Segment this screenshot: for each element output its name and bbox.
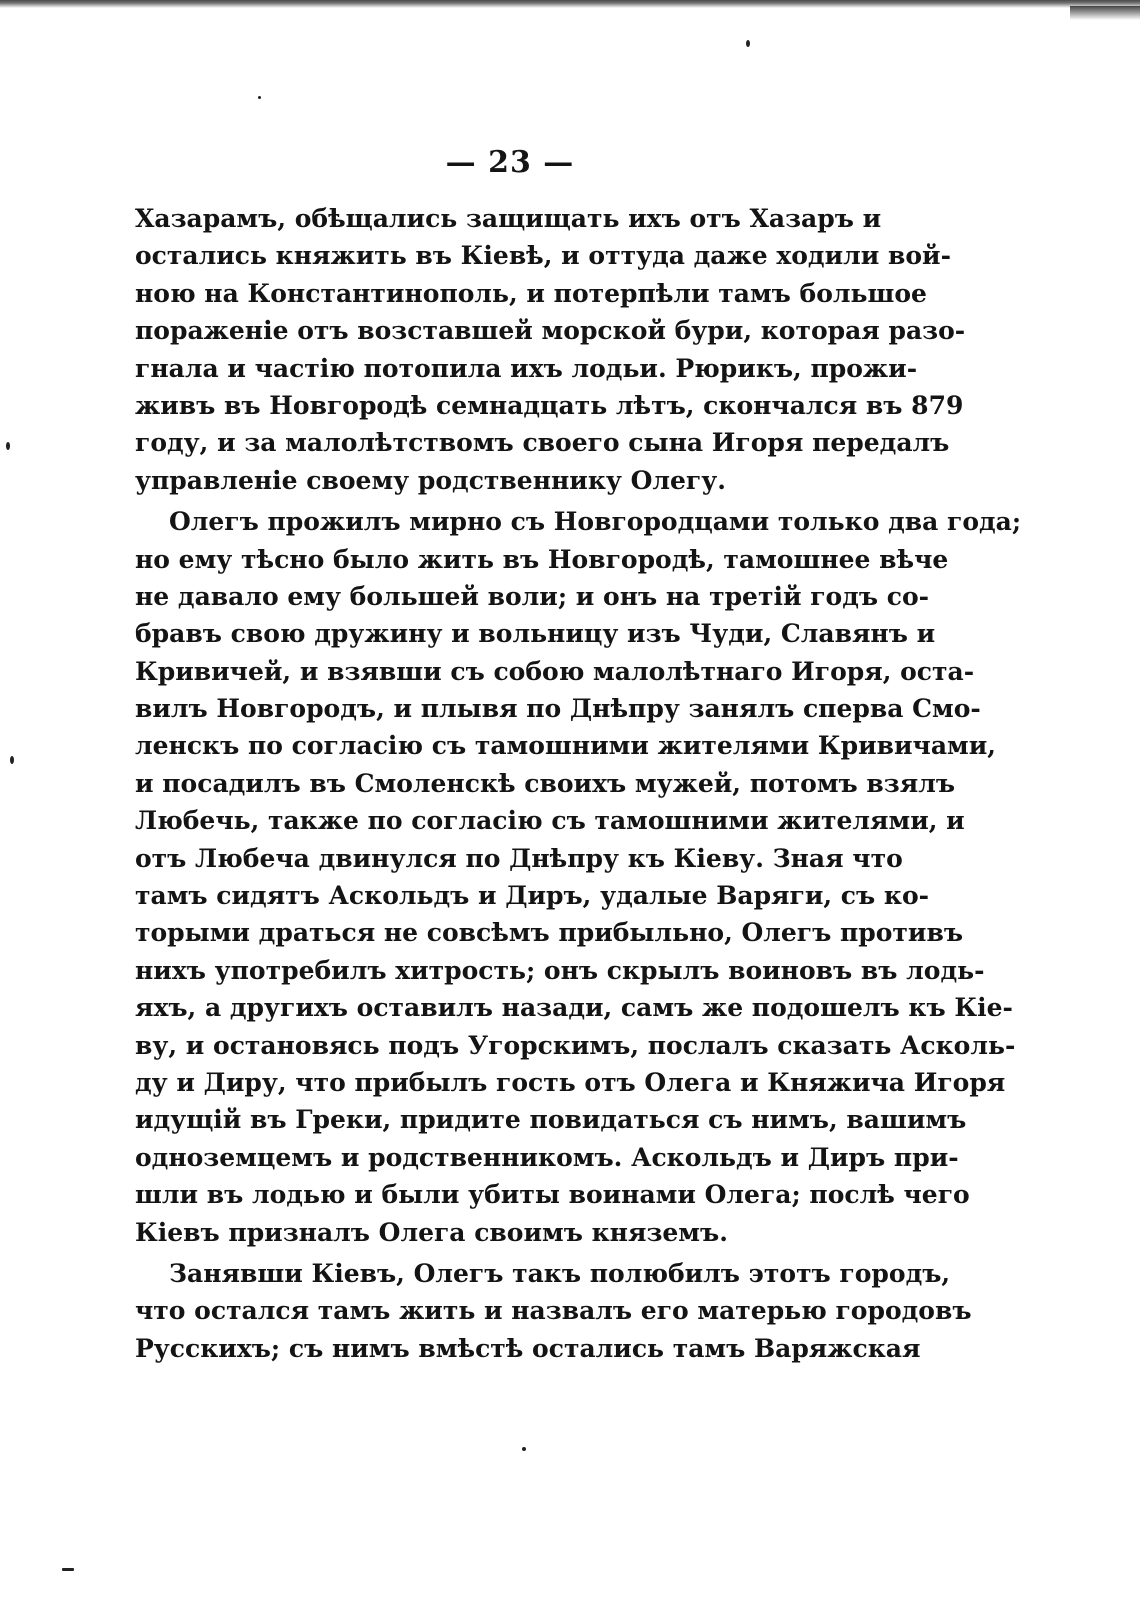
text-line: Кіевъ призналъ Олега своимъ княземъ. [135,1217,728,1247]
text-line: не давало ему большей воли; и онъ на третій годъ со- [135,581,930,611]
text-line: но ему тѣсно было жить въ Новгородѣ, тамошнее вѣче [135,544,949,574]
text-line: яхъ, а другихъ оставилъ назади, самъ же подошелъ къ Кіе- [135,993,1013,1023]
paragraph [135,503,1022,1251]
page-number: — 23 — [445,145,575,180]
scan-speck [6,442,10,450]
scan-speck [746,40,750,47]
scan-speck [10,756,14,764]
text-line: управленіе своему родственнику Олегу. [135,465,726,495]
text-line: что остался тамъ жить и назвалъ его матерью городовъ [135,1296,972,1326]
text-line: гнала и частію потопила ихъ лодьи. Рюрикъ, прожи- [135,353,918,383]
text-line: ною на Константинополь, и потерпѣли тамъ большое [135,278,927,308]
text-line: остались княжить въ Кіевѣ, и оттуда даже ходили вой- [135,241,951,271]
text-line: ленскъ по согласію съ тамошними жителями Кривичами, [135,731,996,761]
text-line: ду и Диру, что прибылъ гость отъ Олега и Княжича Игоря [135,1067,1006,1097]
body-text [135,200,1022,1367]
paragraph [135,1255,972,1367]
text-line: нихъ употребилъ хитрость; онъ скрылъ воиновъ въ лодь- [135,955,985,985]
text-line: вилъ Новгородъ, и плывя по Днѣпру занялъ сперва Смо- [135,694,981,724]
text-line: и посадилъ въ Смоленскѣ своихъ мужей, потомъ взялъ [135,768,956,798]
text-line: торыми драться не совсѣмъ прибыльно, Олегъ противъ [135,918,964,948]
text-line: Занявши Кіевъ, Олегъ такъ полюбилъ этотъ городъ, [169,1258,951,1288]
scan-speck [62,1568,74,1571]
text-line: Олегъ прожилъ мирно съ Новгородцами только два года; [169,507,1022,537]
text-line: однoземцемъ и родственникомъ. Аскольдъ и Диръ при- [135,1142,959,1172]
scan-corner-artifact [1070,6,1140,20]
scan-edge-artifact [0,0,1140,8]
text-line: Кривичей, и взявши съ собою малолѣтнаго Игоря, оста- [135,656,975,686]
text-line: Русскихъ; съ нимъ вмѣстѣ остались тамъ Варяжская [135,1333,921,1363]
text-line: бравъ свою дружину и вольницу изъ Чуди, Славянъ и [135,619,936,649]
paragraph [135,200,966,499]
text-line: Любечь, также по согласію съ тамошними жителями, и [135,806,965,836]
text-line: живъ въ Новгородѣ семнадцать лѣтъ, скончался въ 879 [135,390,964,420]
text-line: Хазарамъ, обѣщались защищать ихъ отъ Хазаръ и [135,204,882,233]
scan-speck [258,96,261,99]
text-line: шли въ лодью и были убиты воинами Олега; послѣ чего [135,1180,970,1210]
text-line: отъ Любеча двинулся по Днѣпру къ Кіеву. Зная что [135,843,903,873]
text-line: пораженіе отъ возставшей морской бури, которая разо- [135,316,966,346]
text-line: тамъ сидятъ Аскольдъ и Диръ, удалые Варяги, съ ко- [135,881,930,911]
scan-speck [522,1447,526,1451]
text-line: году, и за малолѣтствомъ своего сына Игоря передалъ [135,428,950,458]
text-line: ву, и остановясь подъ Угорскимъ, послалъ сказать Асколь- [135,1030,1016,1060]
text-line: идущій въ Греки, придите повидаться съ нимъ, вашимъ [135,1105,967,1135]
